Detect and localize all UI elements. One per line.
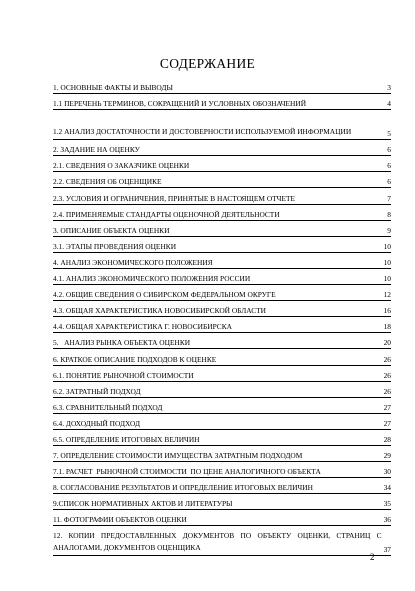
toc-entry-text: 2.4. ПРИМЕНЯЕМЫЕ СТАНДАРТЫ ОЦЕНОЧНОЙ ДЕЯТЕЛЬНОСТИ [53,209,280,219]
toc-entry-page: 29 [383,451,391,461]
toc-entry-page: 35 [383,499,391,509]
toc-entry-text: 6.3. СРАВНИТЕЛЬНЫЙ ПОДХОД [53,402,163,412]
toc-entry[interactable] [53,253,391,269]
toc-entry[interactable] [53,446,391,462]
toc-entry-text: 2.2. СВЕДЕНИЯ ОБ ОЦЕНЩИКЕ [53,177,162,187]
toc-entry-page: 16 [383,306,391,316]
toc-entry-page: 26 [383,370,391,380]
toc-entry-page: 10 [383,257,391,267]
toc-entry[interactable] [53,478,391,494]
toc-entry-text: 1.2 АНАЛИЗ ДОСТАТОЧНОСТИ И ДОСТОВЕРНОСТИ ИСПОЛЬЗУЕМОЙ ИНФОРМАЦИИ [53,127,352,137]
toc-entry[interactable] [53,333,391,349]
toc-entry-text: 7. ОПРЕДЕЛЕНИЕ СТОИМОСТИ ИМУЩЕСТВА ЗАТРАТНЫМ ПОДХОДОМ [53,451,303,461]
toc-entry-text: 3.1. ЭТАПЫ ПРОВЕДЕНИЯ ОЦЕНКИ [53,241,177,251]
toc-entry-page: 18 [383,322,391,332]
toc-entry-text: 8. СОГЛАСОВАНИЕ РЕЗУЛЬТАТОВ И ОПРЕДЕЛЕНИЕ ИТОГОВЫХ ВЕЛИЧИН [53,483,313,493]
toc-entry-text: 2.1. СВЕДЕНИЯ О ЗАКАЗЧИКЕ ОЦЕНКИ [53,161,190,171]
toc-entry-text: 5. АНАЛИЗ РЫНКА ОБЪЕКТА ОЦЕНКИ [53,338,191,348]
toc-entry-page: 28 [383,434,391,444]
toc-entry-page: 5 [387,129,391,139]
toc-entry[interactable] [53,430,391,446]
toc-entry[interactable] [53,526,391,556]
toc-entry[interactable] [53,382,391,398]
toc-entry-text: 6.5. ОПРЕДЕЛЕНИЕ ИТОГОВЫХ ВЕЛИЧИН [53,434,200,444]
toc-entry-page: 20 [383,338,391,348]
toc-entry[interactable] [53,414,391,430]
toc-entry-text: 6. КРАТКОЕ ОПИСАНИЕ ПОДХОДОВ К ОЦЕНКЕ [53,354,217,364]
toc-entry-page: 34 [383,483,391,493]
toc-entry[interactable] [53,510,391,526]
toc-entry[interactable] [53,221,391,237]
toc-entry[interactable] [53,110,391,140]
toc-entry-page: 26 [383,354,391,364]
toc-entry-page: 27 [383,418,391,428]
page-title: СОДЕРЖАНИЕ [159,56,256,71]
toc-entry[interactable] [53,140,391,156]
toc-entry-text: 2.3. УСЛОВИЯ И ОГРАНИЧЕНИЯ, ПРИНЯТЫЕ В НАСТОЯЩЕМ ОТЧЕТЕ [53,193,296,203]
toc-entry[interactable] [53,349,391,365]
toc-entry[interactable] [53,285,391,301]
toc-entry-page: 10 [383,274,391,284]
toc-entry-page: 12 [383,290,391,300]
toc-entry-text: 6.4. ДОХОДНЫЙ ПОДХОД [53,418,140,428]
toc-entry[interactable] [53,172,391,188]
toc-entry-page: 26 [383,386,391,396]
toc-entry-page: 6 [387,161,391,171]
toc-entry[interactable] [53,462,391,478]
toc-entry-text: 1. ОСНОВНЫЕ ФАКТЫ И ВЫВОДЫ [53,83,173,93]
toc-entry-page: 10 [383,241,391,251]
toc-entry-text: 4.2. ОБЩИЕ СВЕДЕНИЯ О СИБИРСКОМ ФЕДЕРАЛЬНОМ ОКРУГЕ [53,290,276,300]
toc-entry-page: 4 [387,99,391,109]
toc-entry[interactable] [53,205,391,221]
toc-entry-text: 4.4. ОБЩАЯ ХАРАКТЕРИСТИКА Г. НОВОСИБИРСКА [53,322,232,332]
toc-entry-text: 4.1. АНАЛИЗ ЭКОНОМИЧЕСКОГО ПОЛОЖЕНИЯ РОССИИ [53,274,251,284]
toc-entry-page: 6 [387,145,391,155]
toc-entry-text: 9.СПИСОК НОРМАТИВНЫХ АКТОВ И ЛИТЕРАТУРЫ [53,499,233,509]
toc-entry[interactable] [53,269,391,285]
toc-entry-text: 12. КОПИИ ПРЕДОСТАВЛЕННЫХ ДОКУМЕНТОВ ПО ОБЪЕКТУ ОЦЕНКИ, СТРАНИЦ С АНАЛОГАМИ, ДОКУМЕНТОВ ОЦЕНЩИКА [53,531,382,553]
toc-entry[interactable] [53,237,391,253]
toc-entry-text: 3. ОПИСАНИЕ ОБЪЕКТА ОЦЕНКИ [53,225,170,235]
table-of-contents [53,78,391,556]
toc-entry-text: 1.1 ПЕРЕЧЕНЬ ТЕРМИНОВ, СОКРАЩЕНИЙ И УСЛОВНЫХ ОБОЗНАЧЕНИЙ [53,99,307,109]
toc-entry-text: 4.3. ОБЩАЯ ХАРАКТЕРИСТИКА НОВОСИБИРСКОЙ ОБЛАСТИ [53,306,266,316]
toc-entry-page: 37 [383,545,391,555]
toc-entry-page: 9 [387,225,391,235]
toc-entry-page: 8 [387,209,391,219]
toc-entry[interactable] [53,94,391,110]
toc-entry[interactable] [53,366,391,382]
toc-entry-text: 6.2. ЗАТРАТНЫЙ ПОДХОД [53,386,141,396]
toc-entry-text: 6.1. ПОНЯТИЕ РЫНОЧНОЙ СТОИМОСТИ [53,370,194,380]
toc-entry-page: 3 [387,83,391,93]
toc-entry[interactable] [53,188,391,204]
toc-entry[interactable] [53,156,391,172]
toc-entry-page: 36 [383,515,391,525]
toc-entry-page: 27 [383,402,391,412]
toc-entry-page: 6 [387,177,391,187]
toc-entry[interactable] [53,301,391,317]
toc-entry-page: 7 [387,193,391,203]
toc-entry-text: 7.1. РАСЧЕТ РЫНОЧНОЙ СТОИМОСТИ ПО ЦЕНЕ АНАЛОГИЧНОГО ОБЪЕКТА [53,467,321,477]
toc-entry[interactable] [53,494,391,510]
toc-entry[interactable] [53,398,391,414]
toc-entry-text: 4. АНАЛИЗ ЭКОНОМИЧЕСКОГО ПОЛОЖЕНИЯ [53,257,213,267]
toc-entry-page: 30 [383,467,391,477]
toc-entry-text: 11. ФОТОГРАФИИ ОБЪЕКТОВ ОЦЕНКИ [53,515,187,525]
toc-entry[interactable] [53,78,391,94]
toc-entry[interactable] [53,317,391,333]
toc-entry-text: 2. ЗАДАНИЕ НА ОЦЕНКУ [53,145,140,155]
page-number: 2 [370,552,375,562]
